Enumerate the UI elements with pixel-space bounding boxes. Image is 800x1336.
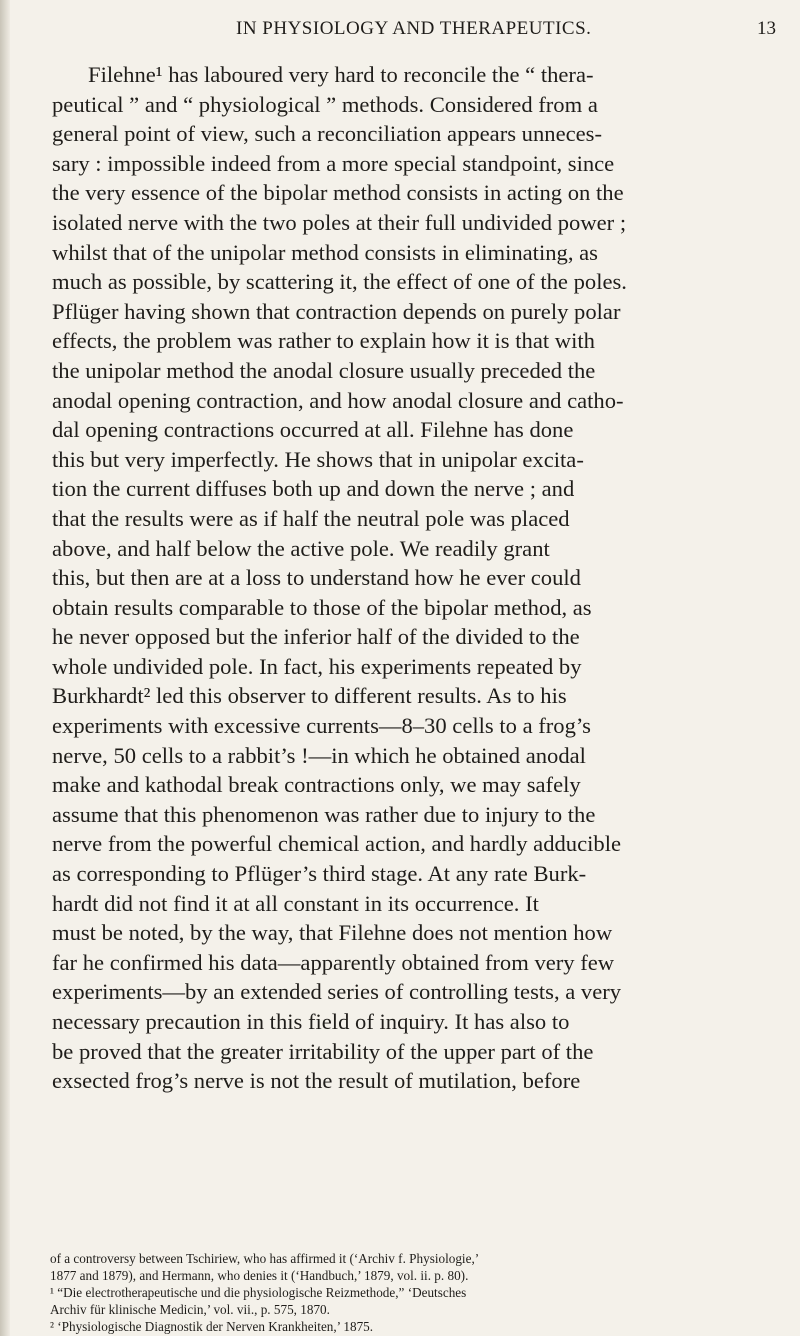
text-line: must be noted, by the way, that Filehne does not mention how: [52, 920, 613, 946]
text-line: experiments—by an extended series of controlling tests, a very: [52, 979, 622, 1005]
text-line: assume that this phenomenon was rather due to injury to the: [52, 801, 596, 827]
text-line: exsected frog’s nerve is not the result of mutilation, before: [52, 1068, 581, 1094]
footnote-1: ¹ “Die electrotherapeutische und die physiologische Reizmethode,” ‘Deutsches: [50, 1285, 467, 1300]
text-line: that the results were as if half the neutral pole was placed: [52, 505, 570, 531]
text-line: this, but then are at a loss to understand how he ever could: [52, 565, 581, 591]
text-line: much as possible, by scattering it, the effect of one of the poles.: [52, 269, 627, 295]
text-line: peutical ” and “ physiological ” methods. Considered from a: [52, 91, 598, 117]
body-paragraph: [52, 60, 772, 1096]
running-head: IN PHYSIOLOGY AND THERAPEUTICS.: [236, 18, 592, 39]
text-line: experiments with excessive currents—8–30 cells to a frog’s: [52, 713, 591, 739]
text-line: isolated nerve with the two poles at their full undivided power ;: [52, 209, 627, 235]
text-line: he never opposed but the inferior half of the divided to the: [52, 624, 580, 650]
text-line: dal opening contractions occurred at all. Filehne has done: [52, 417, 574, 443]
page-number: 13: [757, 18, 776, 39]
text-line: Pflüger having shown that contraction depends on purely polar: [52, 298, 621, 324]
text-line: tion the current diffuses both up and down the nerve ; and: [52, 476, 575, 502]
text-line: Burkhardt² led this observer to different results. As to his: [52, 683, 567, 709]
text-line: hardt did not find it at all constant in its occurrence. It: [52, 890, 539, 916]
text-line: anodal opening contraction, and how anodal closure and catho-: [52, 387, 624, 413]
text-line: above, and half below the active pole. We readily grant: [52, 535, 550, 561]
text-line: effects, the problem was rather to explain how it is that with: [52, 328, 595, 354]
text-line: Filehne¹ has laboured very hard to reconcile the “ thera-: [88, 62, 594, 87]
text-line: the very essence of the bipolar method consists in acting on the: [52, 180, 624, 206]
footnote-line: Archiv für klinische Medicin,’ vol. vii., p. 575, 1870.: [50, 1302, 330, 1317]
text-line: nerve, 50 cells to a rabbit’s !—in which he obtained anodal: [52, 742, 586, 768]
footnote-2: ² ‘Physiologische Diagnostik der Nerven Krankheiten,’ 1875.: [50, 1319, 374, 1334]
text-line: general point of view, such a reconciliation appears unneces-: [52, 121, 602, 147]
text-line: whole undivided pole. In fact, his experiments repeated by: [52, 653, 582, 679]
page-gutter-shadow: [0, 0, 10, 1336]
footnote-line: of a controversy between Tschiriew, who has affirmed it (‘Archiv f. Physiologie,’: [50, 1251, 480, 1266]
text-line: as corresponding to Pflüger’s third stage. At any rate Burk-: [52, 861, 587, 887]
text-line: make and kathodal break contractions only, we may safely: [52, 772, 581, 798]
page-header: [96, 8, 776, 44]
text-line: obtain results comparable to those of the bipolar method, as: [52, 594, 592, 620]
text-line: nerve from the powerful chemical action, and hardly adducible: [52, 831, 622, 857]
text-line: be proved that the greater irritability of the upper part of the: [52, 1038, 594, 1064]
text-line: far he confirmed his data—apparently obtained from very few: [52, 949, 615, 975]
text-line: the unipolar method the anodal closure usually preceded the: [52, 357, 596, 383]
text-line: sary : impossible indeed from a more special standpoint, since: [52, 150, 615, 176]
footnotes: [50, 1250, 774, 1335]
text-line: whilst that of the unipolar method consists in eliminating, as: [52, 239, 598, 265]
text-line: this but very imperfectly. He shows that in unipolar excita-: [52, 446, 584, 472]
footnote-line: 1877 and 1879), and Hermann, who denies it (‘Handbuch,’ 1879, vol. ii. p. 80).: [50, 1268, 469, 1283]
text-line: necessary precaution in this field of inquiry. It has also to: [52, 1009, 570, 1034]
